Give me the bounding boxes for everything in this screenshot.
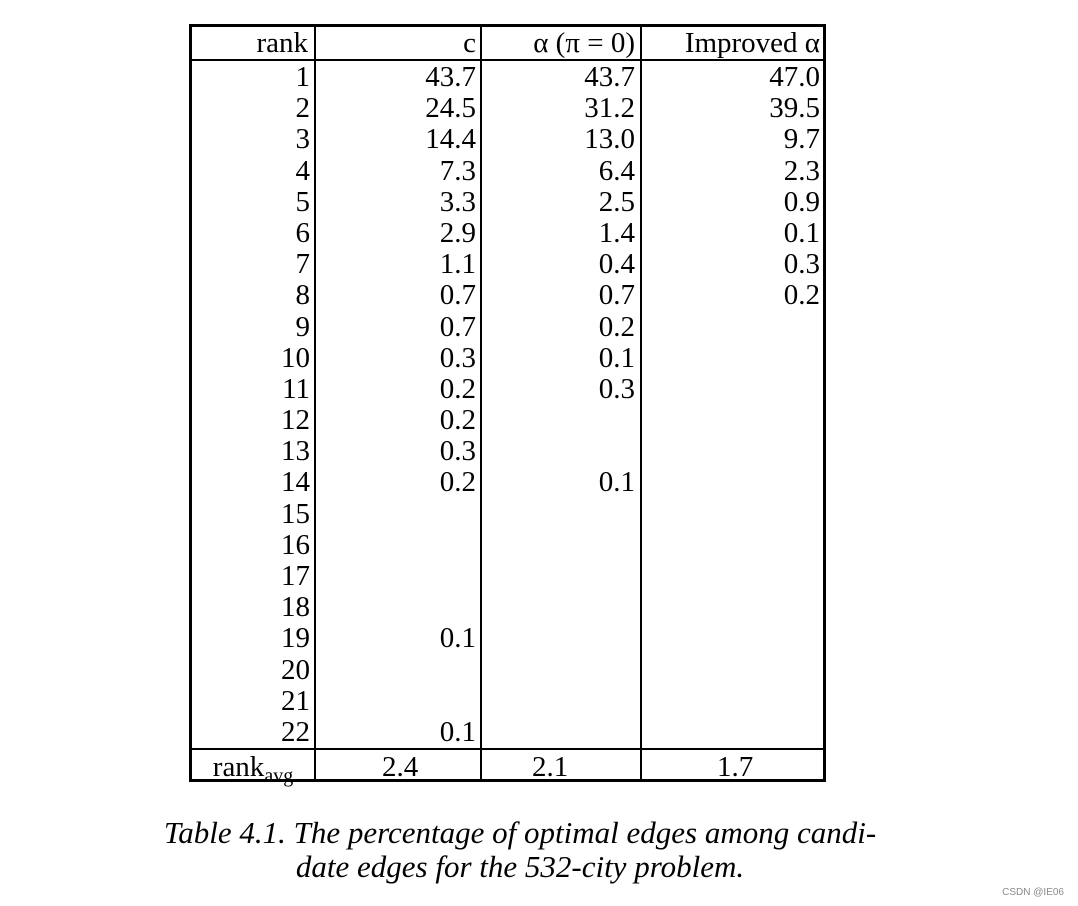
rank-cell: 21	[281, 684, 310, 717]
alpha-cell: 2.5	[598, 185, 635, 218]
rank-column	[192, 62, 310, 749]
rank-cell: 8	[295, 279, 310, 312]
rank-cell: 16	[281, 528, 310, 561]
alpha-cell: 0.3	[598, 372, 635, 405]
rank-cell: 10	[281, 341, 310, 374]
footer-rank-avg-label	[192, 751, 314, 787]
improved-alpha-cell	[642, 312, 820, 343]
c-cell: 0.1	[439, 715, 476, 748]
improved-alpha-cell: 2.3	[783, 154, 820, 187]
c-cell: 24.5	[425, 92, 476, 125]
rank-cell: 4	[295, 154, 310, 187]
c-cell: 7.3	[439, 154, 476, 187]
improved-alpha-cell	[642, 436, 820, 467]
improved-alpha-cell	[642, 623, 820, 654]
rank-cell: 14	[281, 466, 310, 499]
header-divider	[192, 59, 823, 61]
c-cell: 0.2	[439, 372, 476, 405]
c-cell	[316, 499, 476, 530]
alpha-cell	[482, 405, 635, 436]
footer-label-subscript: avg	[264, 765, 294, 787]
table-caption	[100, 816, 940, 884]
c-cell: 0.3	[439, 341, 476, 374]
alpha-cell	[482, 655, 635, 686]
rank-cell: 9	[295, 310, 310, 343]
c-cell: 2.9	[439, 216, 476, 249]
c-cell: 1.1	[439, 248, 476, 281]
data-table	[189, 24, 826, 787]
improved-alpha-cell: 0.2	[783, 279, 820, 312]
alpha-cell	[482, 561, 635, 592]
rank-cell: 2	[295, 92, 310, 125]
alpha-cell	[482, 686, 635, 717]
c-cell	[316, 592, 476, 623]
c-cell: 0.7	[439, 279, 476, 312]
improved-alpha-cell	[642, 592, 820, 623]
improved-alpha-cell: 47.0	[769, 61, 820, 93]
c-cell: 0.2	[439, 466, 476, 499]
c-cell	[316, 530, 476, 561]
alpha-cell	[482, 623, 635, 654]
header-c: c	[463, 27, 476, 59]
alpha-cell: 43.7	[584, 61, 635, 93]
c-cell	[316, 561, 476, 592]
rank-cell: 18	[281, 591, 310, 624]
c-column	[316, 62, 476, 749]
alpha-cell: 0.4	[598, 248, 635, 281]
c-cell	[316, 686, 476, 717]
alpha-cell: 0.2	[598, 310, 635, 343]
improved-alpha-cell: 0.1	[783, 216, 820, 249]
alpha-cell: 0.7	[598, 279, 635, 312]
rank-cell: 1	[295, 61, 310, 93]
improved-alpha-cell: 0.3	[783, 248, 820, 281]
c-cell: 0.1	[439, 622, 476, 655]
c-cell	[316, 655, 476, 686]
alpha-cell	[482, 436, 635, 467]
caption-line-2: date edges for the 532-city problem.	[295, 849, 745, 884]
improved-alpha-cell	[642, 686, 820, 717]
rank-cell: 5	[295, 185, 310, 218]
footer-alpha-value: 2.1	[532, 751, 569, 783]
watermark: CSDN @IE06	[1002, 887, 1064, 898]
alpha-cell: 0.1	[598, 466, 635, 499]
improved-alpha-column	[642, 62, 820, 749]
header-alpha: α (π = 0)	[533, 27, 635, 59]
c-cell: 0.2	[439, 404, 476, 437]
rank-cell: 11	[282, 372, 310, 405]
improved-alpha-cell	[642, 467, 820, 498]
alpha-cell: 1.4	[598, 216, 635, 249]
alpha-cell	[482, 530, 635, 561]
alpha-cell	[482, 499, 635, 530]
rank-cell: 17	[281, 560, 310, 592]
rank-cell: 20	[281, 653, 310, 686]
header-rank: rank	[256, 27, 308, 59]
rank-cell: 3	[295, 123, 310, 156]
improved-alpha-cell	[642, 655, 820, 686]
caption-line-1: Table 4.1. The percentage of optimal edges among candi-	[163, 815, 877, 850]
alpha-cell: 6.4	[598, 154, 635, 187]
rank-cell: 6	[295, 216, 310, 249]
rank-cell: 15	[281, 497, 310, 530]
rank-cell: 12	[281, 404, 310, 437]
improved-alpha-cell	[642, 561, 820, 592]
c-cell: 14.4	[425, 123, 476, 156]
improved-alpha-cell	[642, 343, 820, 374]
alpha-column	[482, 62, 635, 749]
alpha-cell: 0.1	[598, 341, 635, 374]
alpha-cell: 31.2	[584, 92, 635, 125]
improved-alpha-cell: 9.7	[783, 123, 820, 156]
footer-label-text: rank	[212, 751, 265, 783]
improved-alpha-cell	[642, 499, 820, 530]
c-cell: 0.7	[439, 310, 476, 343]
alpha-cell	[482, 717, 635, 748]
c-cell: 0.3	[439, 435, 476, 468]
header-improved-alpha: Improved α	[684, 27, 820, 59]
rank-cell: 7	[295, 248, 310, 281]
c-cell: 43.7	[425, 61, 476, 93]
improved-alpha-cell: 39.5	[769, 92, 820, 125]
footer-c-value: 2.4	[382, 751, 419, 783]
improved-alpha-cell	[642, 717, 820, 748]
improved-alpha-cell	[642, 530, 820, 561]
alpha-cell	[482, 592, 635, 623]
rank-cell: 13	[281, 435, 310, 468]
improved-alpha-cell	[642, 374, 820, 405]
improved-alpha-cell: 0.9	[783, 185, 820, 218]
rank-cell: 19	[281, 622, 310, 655]
alpha-cell: 13.0	[584, 123, 635, 156]
c-cell: 3.3	[439, 185, 476, 218]
improved-alpha-cell	[642, 405, 820, 436]
footer-improved-alpha-value: 1.7	[717, 751, 754, 783]
rank-cell: 22	[281, 715, 310, 748]
